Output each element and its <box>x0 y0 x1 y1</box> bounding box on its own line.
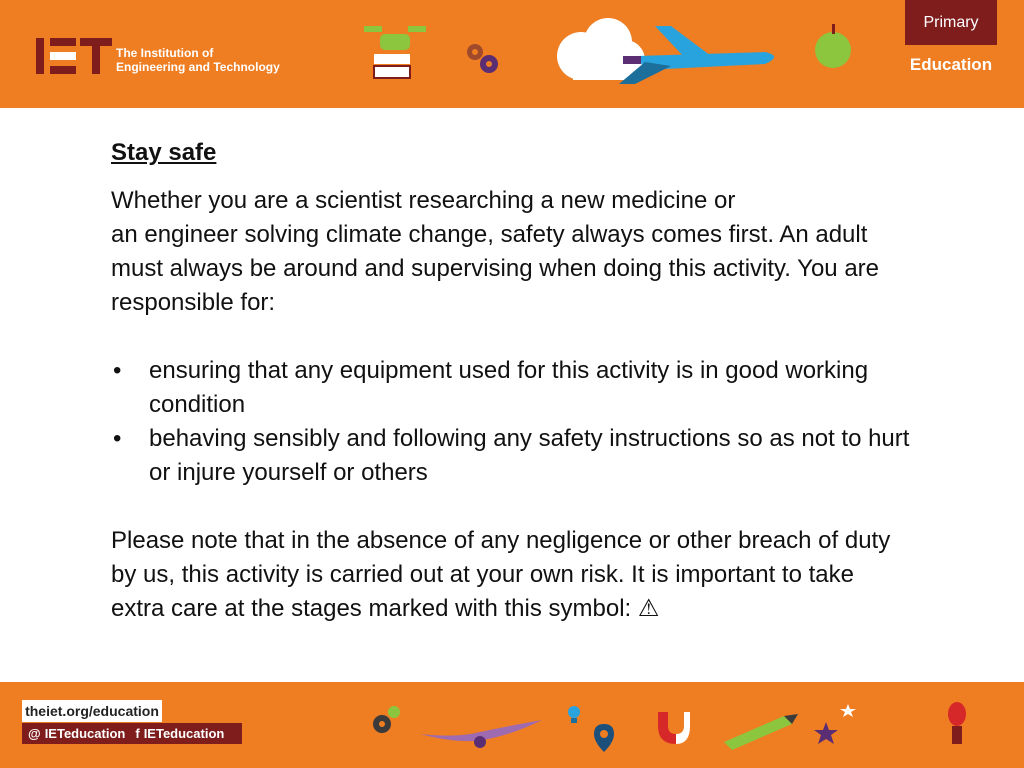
list-item <box>111 422 911 490</box>
bullet-dot: • <box>113 425 122 452</box>
education-label: Education <box>909 55 993 74</box>
twitter-handle[interactable]: IETeducation <box>44 726 126 741</box>
twitter-icon: @ <box>28 726 41 741</box>
facebook-handle[interactable]: IETeducation <box>143 726 225 741</box>
airplane-icon <box>615 22 785 90</box>
glider-icon <box>418 714 548 754</box>
facebook-icon: f <box>135 726 140 741</box>
primary-badge: Primary <box>905 0 997 45</box>
apple-icon <box>812 22 854 70</box>
website-link[interactable]: theiet.org/education <box>22 700 162 722</box>
main-content <box>111 138 911 626</box>
lightbulb-icon <box>562 702 586 726</box>
iet-logo[interactable] <box>36 34 286 78</box>
intro-rest: an engineer solving climate change, safety always comes first. An adult must always be around and supervising when doing this activity. You are responsible for: <box>111 221 880 316</box>
iet-logo-mark-icon <box>36 36 112 76</box>
location-pin-icon <box>592 722 616 754</box>
spacer <box>111 490 911 524</box>
magnet-icon <box>652 706 692 746</box>
social-links <box>22 723 242 744</box>
intro-line-1: Whether you are a scientist researching a new medicine or <box>111 187 736 214</box>
responsibility-list <box>111 354 911 490</box>
header-banner <box>0 0 1024 108</box>
gears-icon <box>368 702 404 738</box>
bullet-text: ensuring that any equipment used for this activity is in good working condition <box>149 357 869 418</box>
iet-logo-text <box>116 46 280 74</box>
intro-paragraph <box>111 184 911 320</box>
spacer <box>111 320 911 354</box>
star-icon <box>812 702 862 746</box>
logo-line-1: The Institution of <box>116 46 214 60</box>
risk-note-paragraph: Please note that in the absence of any negligence or other breach of duty by us, this activity is carried out at your own risk. It is important to take extra care at the stages marked with this symbol: ⚠ <box>111 527 891 622</box>
pencil-icon <box>720 710 800 750</box>
logo-line-2: Engineering and Technology <box>116 60 280 74</box>
bullet-dot: • <box>113 357 122 384</box>
gears-icon <box>463 40 503 76</box>
torch-bulb-icon <box>944 700 970 750</box>
list-item <box>111 354 911 422</box>
drone-icon <box>360 18 430 88</box>
bullet-text: behaving sensibly and following any safety instructions so as not to hurt or injure yourself or others <box>149 425 910 486</box>
page-title: Stay safe <box>111 139 217 166</box>
